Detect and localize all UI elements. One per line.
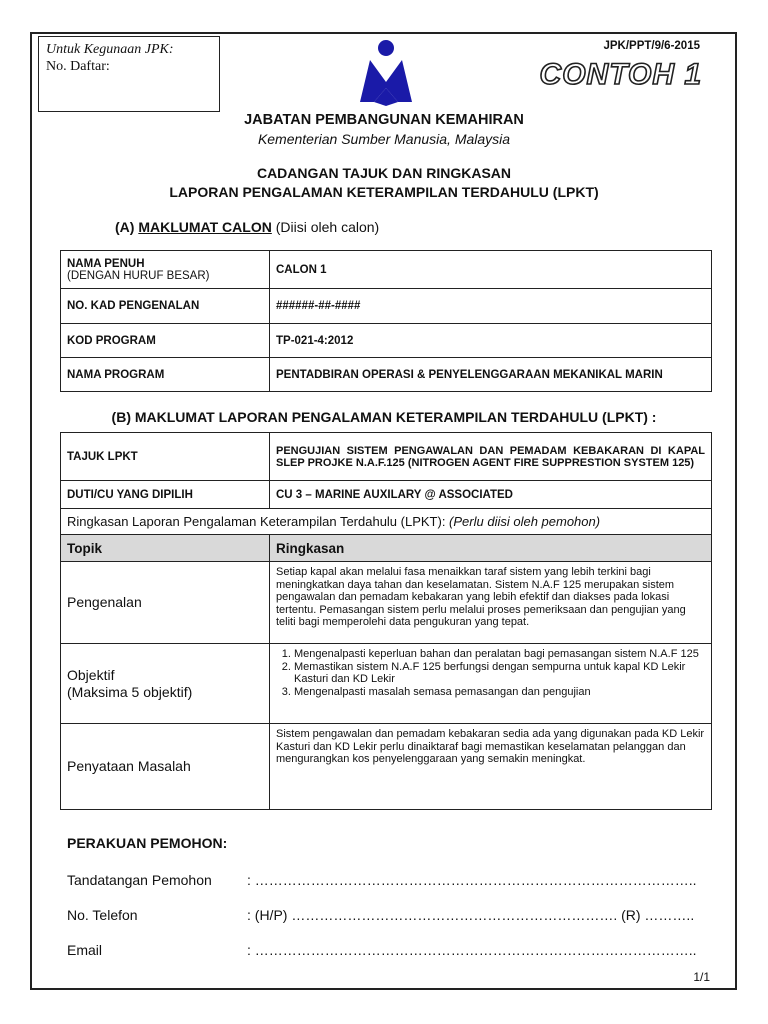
- jpk-logo: [358, 38, 414, 106]
- table-row: [61, 562, 712, 644]
- problem-statement-label: Penyataan Masalah: [61, 724, 270, 810]
- section-a-heading: [115, 219, 379, 235]
- ic-number-label: NO. KAD PENGENALAN: [61, 289, 270, 324]
- table-row: [61, 644, 712, 724]
- program-name-label: NAMA PROGRAM: [61, 358, 270, 392]
- department-name: JABATAN PEMBANGUNAN KEMAHIRAN: [244, 112, 524, 128]
- section-a-title: MAKLUMAT CALON: [138, 219, 272, 235]
- table-row: [61, 251, 712, 289]
- form-title-line1: CADANGAN TAJUK DAN RINGKASAN: [256, 165, 512, 181]
- registration-number-label: No. Daftar:: [46, 59, 110, 74]
- introduction-text: Setiap kapal akan melalui fasa menaikkan taraf sistem yang lebih terkini bagi meningkatkan daya tahan dan keselamatan. Sistem N.A.F 125 merupakan sistem pengawalan dan pemadam kebakaran yang lebih efektif dan diakses pada lokasi tertentu. Pemasangan sistem perlu melalui proses pemeriksaan dan pengujian yang teliti bagi memperolehi data pengukuran yang tepat.: [270, 562, 712, 644]
- office-use-box: [38, 36, 220, 112]
- summary-column-header: Ringkasan: [270, 535, 712, 562]
- phone-label: No. Telefon: [67, 907, 138, 923]
- program-code-value: TP-021-4:2012: [270, 324, 712, 358]
- list-item: 2. Memastikan sistem N.A.F 125 berfungsi dengan sempurna untuk kapal KD Lekir Kasturi dan KD Lekir: [294, 661, 705, 686]
- email-label: Email: [67, 942, 103, 958]
- ministry-name: Kementerian Sumber Manusia, Malaysia: [257, 131, 511, 147]
- list-item: 3. Mengenalpasti masalah semasa pemasangan dan pengujian: [294, 686, 705, 699]
- signature-line[interactable]: : …………………………………………………………………………………..: [247, 872, 697, 888]
- ic-number-value: ######-##-####: [270, 289, 712, 324]
- candidate-info-table: [60, 250, 712, 392]
- table-row: [61, 481, 712, 509]
- form-reference: JPK/PPT/9/6-2015: [603, 40, 700, 52]
- phone-line[interactable]: : (H/P) ……………………………………………………………. (R) ………..: [247, 907, 695, 923]
- office-use-label: Untuk Kegunaan JPK:: [46, 42, 174, 57]
- lpkt-info-table: [60, 432, 712, 810]
- table-row: [61, 289, 712, 324]
- table-header-row: [61, 535, 712, 562]
- problem-statement-text: Sistem pengawalan dan pemadam kebakaran sedia ada yang digunakan pada KD Lekir Kasturi dan KD Lekir perlu dinaiktaraf bagi memastikan keselamatan pelanggan dan mengurangkan kos penyelenggaraan yang semakin meningkat.: [270, 724, 712, 810]
- full-name-label: NAMA PENUH (DENGAN HURUF BESAR): [61, 251, 270, 289]
- duty-label: DUTI/CU YANG DIPILIH: [61, 481, 270, 509]
- form-title-line2: LAPORAN PENGALAMAN KETERAMPILAN TERDAHULU (LPKT): [169, 184, 599, 200]
- table-row: [61, 433, 712, 481]
- table-row: [61, 509, 712, 535]
- full-name-value: CALON 1: [270, 251, 712, 289]
- table-row: [61, 358, 712, 392]
- table-row: [61, 324, 712, 358]
- program-code-label: KOD PROGRAM: [61, 324, 270, 358]
- email-line[interactable]: : …………………………………………………………………………………..: [247, 942, 697, 958]
- introduction-label: Pengenalan: [61, 562, 270, 644]
- page-number: 1/1: [693, 970, 710, 984]
- list-item: 1. Mengenalpasti keperluan bahan dan peralatan bagi pemasangan sistem N.A.F 125: [294, 648, 705, 661]
- declaration-title: PERAKUAN PEMOHON:: [67, 835, 228, 851]
- program-name-value: PENTADBIRAN OPERASI & PENYELENGGARAAN MEKANIKAL MARIN: [270, 358, 712, 392]
- duty-value: CU 3 – MARINE AUXILARY @ ASSOCIATED: [270, 481, 712, 509]
- section-a-note: (Diisi oleh calon): [271, 219, 380, 235]
- sample-stamp: CONTOH 1: [539, 58, 702, 91]
- objectives-list: [270, 644, 712, 724]
- topic-column-header: Topik: [61, 535, 270, 562]
- section-a-prefix: (A): [115, 219, 139, 235]
- lpkt-title-label: TAJUK LPKT: [61, 433, 270, 481]
- table-row: [61, 724, 712, 810]
- summary-intro: Ringkasan Laporan Pengalaman Keterampilan Terdahulu (LPKT): (Perlu diisi oleh pemohon): [61, 509, 712, 535]
- objectives-label: Objektif (Maksima 5 objektif): [61, 644, 270, 724]
- signature-label: Tandatangan Pemohon: [67, 872, 212, 888]
- section-b-heading: (B) MAKLUMAT LAPORAN PENGALAMAN KETERAMPILAN TERDAHULU (LPKT) :: [111, 409, 657, 425]
- lpkt-title-value: PENGUJIAN SISTEM PENGAWALAN DAN PEMADAM KEBAKARAN DI KAPAL SLEP PROJKE N.A.F.125 (NITROGEN AGENT FIRE SUPPRESTION SYSTEM 125): [270, 433, 712, 481]
